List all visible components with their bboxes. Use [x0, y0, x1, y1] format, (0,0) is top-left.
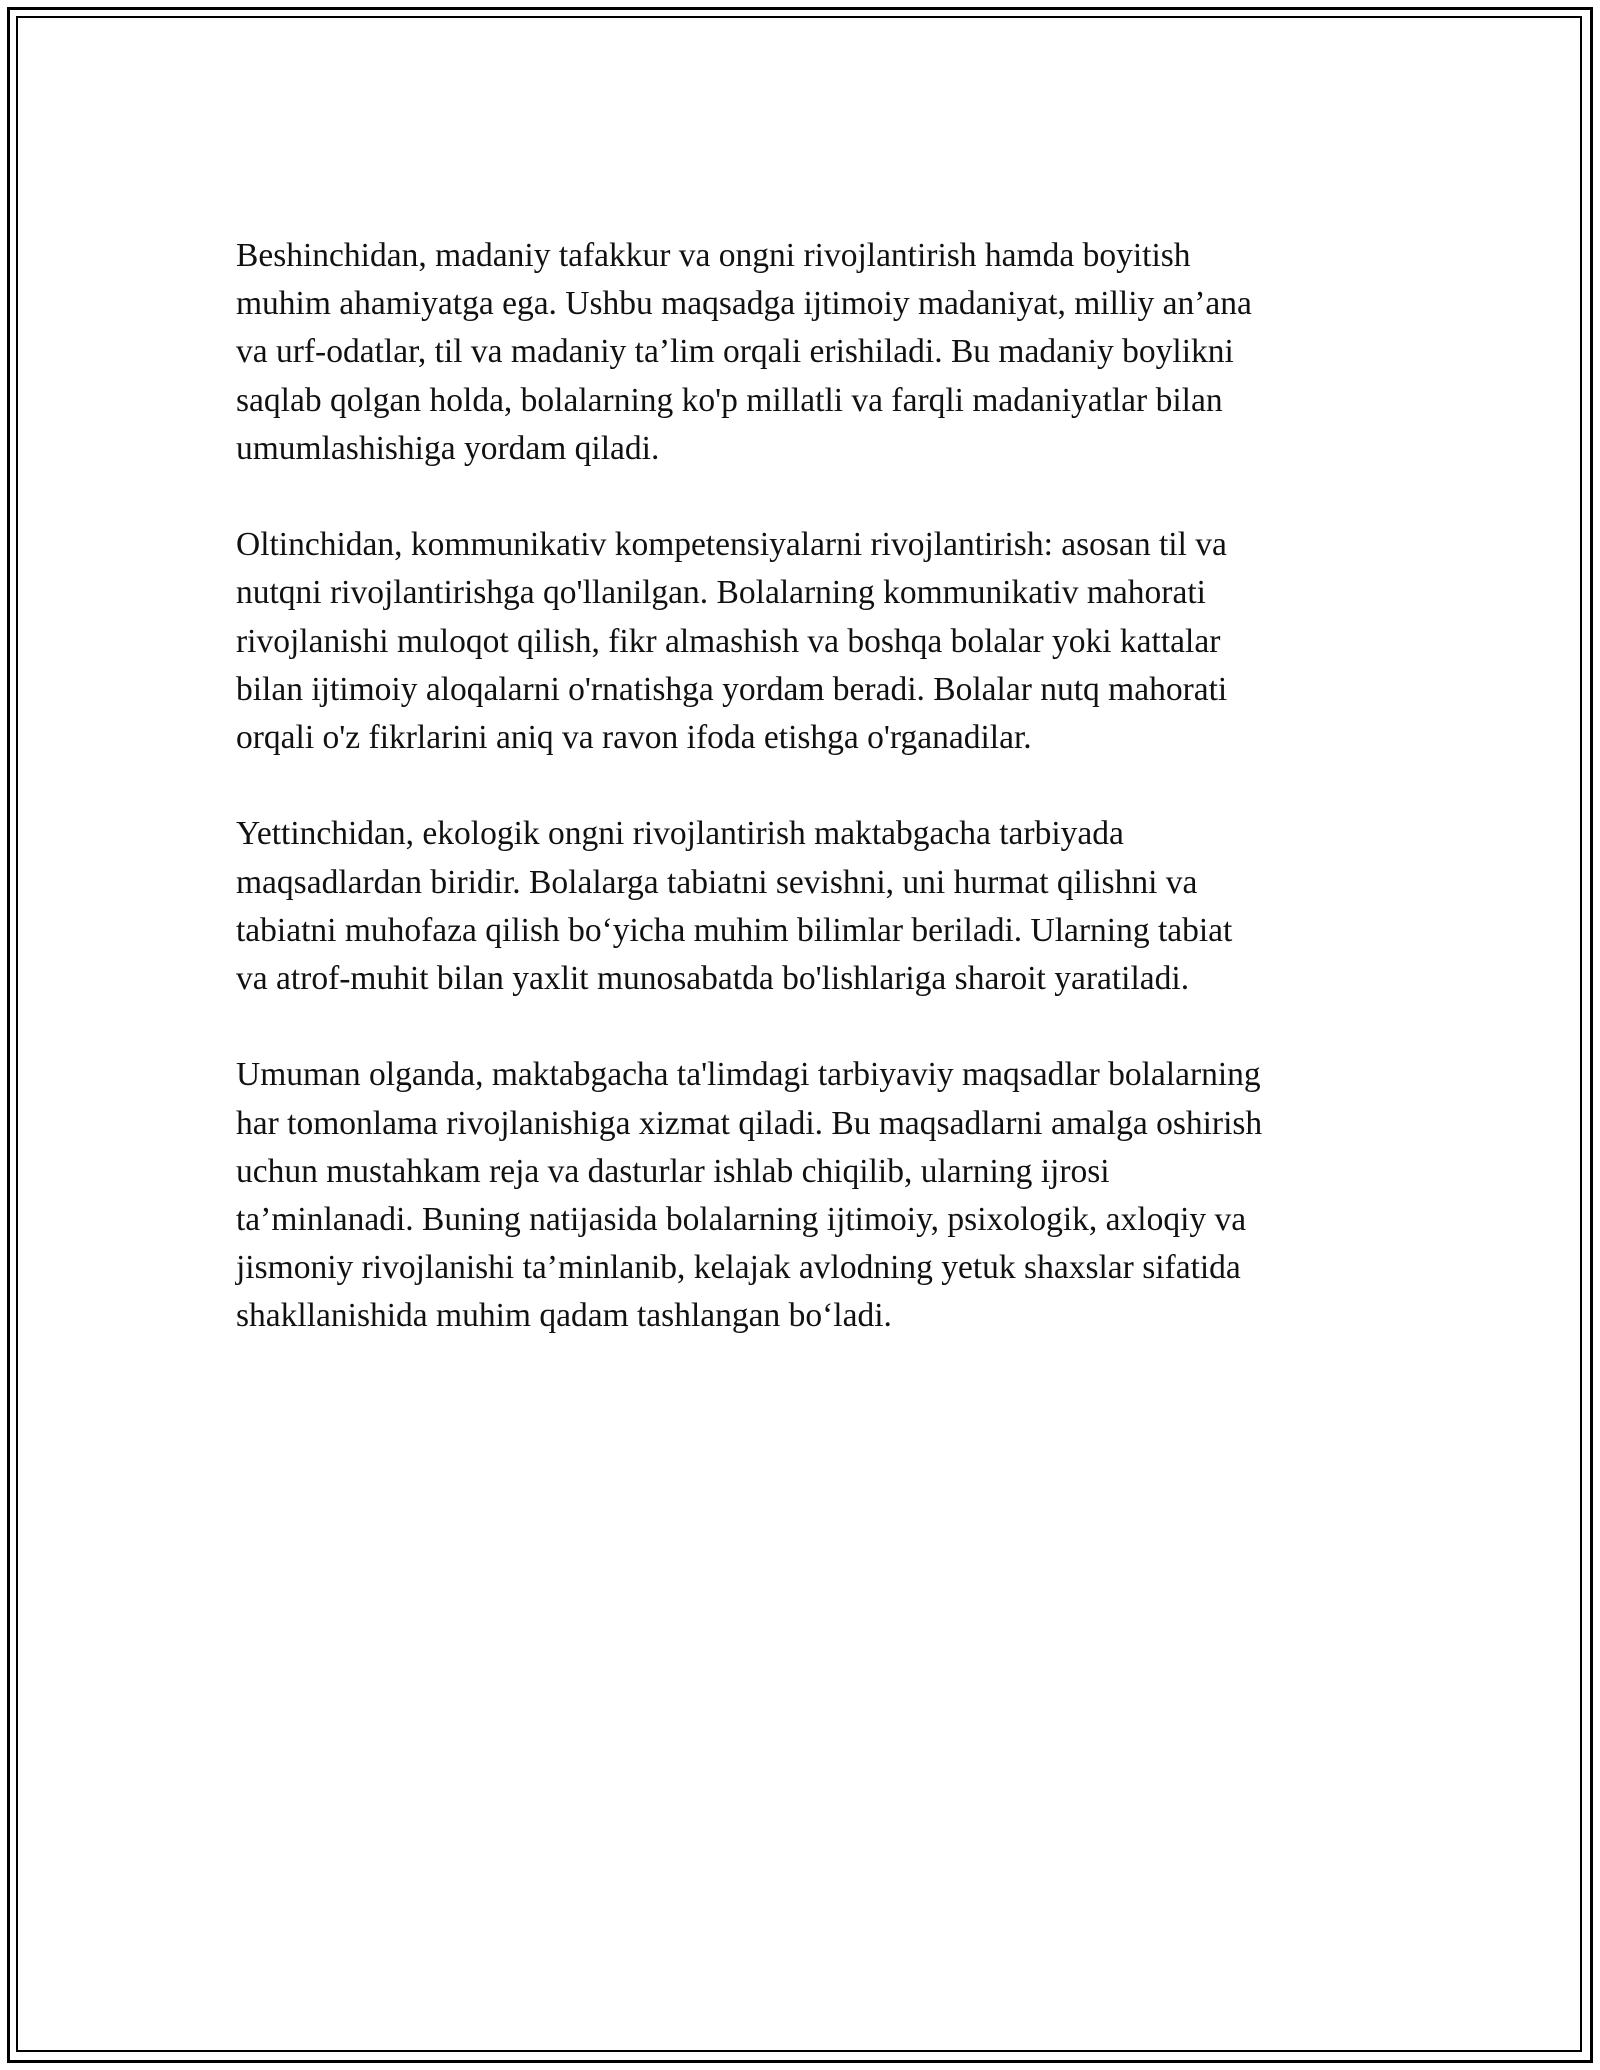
paragraph-2: Oltinchidan, kommunikativ kompetensiyalarni rivojlantirish: asosan til va nutqni rivojlantirishga qo'llanilgan. Bolalarning kommunikativ mahorati rivojlanishi muloqot qilish, fikr almashish va boshqa bolalar yoki kattalar bilan ijtimoiy aloqalarni o'rnatishga yordam beradi. Bolalar nutq mahorati orqali o'z fikrlarini aniq va ravon ifoda etishga o'rganadilar.	[236, 526, 1228, 757]
document-body	[236, 232, 1366, 1389]
paragraph-3: Yettinchidan, ekologik ongni rivojlantirish maktabgacha tarbiyada maqsadlardan biridir. Bolalarga tabiatni sevishni, uni hurmat qilishni va tabiatni muhofaza qilish bo‘yicha muhim bilimlar beriladi. Ularning tabiat va atrof-muhit bilan yaxlit munosabatda bo'lishlariga sharoit yaratiladi.	[236, 815, 1233, 998]
paragraph-1: Beshinchidan, madaniy tafakkur va ongni rivojlantirish hamda boyitish muhim ahamiyatga ega. Ushbu maqsadga ijtimoiy madaniyat, milliy an’ana va urf-odatlar, til va madaniy ta’lim orqali erishiladi. Bu madaniy boylikni saqlab qolgan holda, bolalarning ko'p millatli va farqli madaniyatlar bilan umumlashishiga yordam qiladi.	[236, 237, 1252, 467]
paragraph-4: Umuman olganda, maktabgacha ta'limdagi tarbiyaviy maqsadlar bolalarning har tomonlama rivojlanishiga xizmat qiladi. Bu maqsadlarni amalga oshirish uchun mustahkam reja va dasturlar ishlab chiqilib, ularning ijrosi ta’minlanadi. Buning natijasida bolalarning ijtimoiy, psixologik, axloqiy va jismoniy rivojlanishi ta’minlanib, kelajak avlodning yetuk shaxslar sifatida shakllanishida muhim qadam tashlangan bo‘ladi.	[236, 1056, 1263, 1335]
